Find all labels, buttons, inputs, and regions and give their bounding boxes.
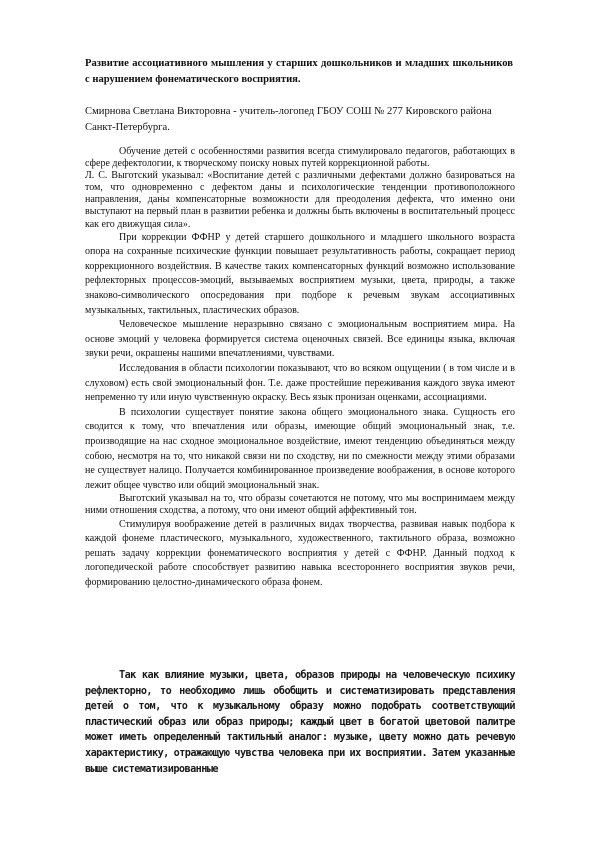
paragraph-continued: Так как влияние музыки, цвета, образов природы на человеческую психику рефлекторно, то необходимо лишь обобщить и систематизировать представления детей о том, что к музыкальному образу можно подобрать соответствующий пластический образ или образ природы; каждый цвет в богатой цветовой палитре может иметь определенный тактильный аналог: музыке, цвету можно дать речевую характеристику, отражающую чувства человека при их восприятии. Затем указанные выше систематизированные bbox=[85, 670, 515, 775]
paragraph: Человеческое мышление неразрывно связано с эмоциональным восприятием мира. На основе эмоций у человека формируется система оценочных связей. Все единицы языка, включая звуки речи, окрашены нашими впечатлениями, чувствами. bbox=[85, 319, 515, 360]
paragraph: При коррекции ФФНР у детей старшего дошкольного и младшего школьного возраста опора на сохранные психические функции повышает результативность работы, сокращает период коррекционного воздействия. В качестве таких компенсаторных функций возможно использование рефлекторных процессов-эмоций, вызываемых восприятием музыки, цвета, природы, а также знаково-символического опосредования при подборе к речевым звукам ассоциативных музыкальных, тактильных, пластических образов. bbox=[85, 231, 515, 316]
paragraph: Исследования в области психологии показывают, что во всяком ощущении ( в том числе и в слуховом) есть свой эмоциональный фон. Т.е. даже простейшие переживания каждого звука имеют непременно ту или иную чувственную окраску. Весь язык пронизан оценками, ассоциациями. bbox=[85, 363, 515, 404]
paragraph: Обучение детей с особенностями развития всегда стимулировало педагогов, работающих в сфере дефектологии, к творческому поиску новых путей коррекционной работы. bbox=[85, 146, 515, 170]
paragraph: Стимулируя воображение детей в различных видах творчества, развивая навык подбора к каждой фонеме пластического, музыкального, художественного, тактильного образа, возможно решать задачу коррекции фонематического восприятия у детей с ФФНР. Данный подход к логопедической работе способствует развитию навыка всестороннего восприятия звуков речи, формированию целостно-динамического образа фонем. bbox=[85, 518, 515, 588]
paragraph: В психологии существует понятие закона общего эмоционального знака. Сущность его сводится к тому, что впечатления или образы, имеющие общий эмоциональный знак, т.е. производящие на нас сходное эмоциональное воздействие, имеют тенденцию объединяться между собою, несмотря на то, что никакой связи ни по сходству, ни по смежности между этими образами не существует налицо. Получается комбинированное произведение воображения, в основе которого лежит общее чувство или общий эмоциональный знак. bbox=[85, 406, 515, 491]
document-body bbox=[85, 146, 515, 591]
paragraph: Л. С. Выготский указывал: «Воспитание детей с различными дефектами должно базироваться на том, что одновременно с дефектом даны и психологические тенденции противоположного направления, даны компенсаторные возможности для преодоления дефекта, что именно они выступают на первый план в развитии ребенка и должны быть включены в воспитательный процесс как его движущая сила». bbox=[85, 170, 515, 230]
author-line: Смирнова Светлана Викторовна - учитель-логопед ГБОУ СОШ № 277 Кировского района Санкт-Петербурга. bbox=[85, 106, 492, 133]
paragraph: Выготский указывал на то, что образы сочетаются не потому, что мы воспринимаем между ними отношения сходства, а потому, что они имеют общий аффективный тон. bbox=[85, 493, 515, 517]
document-title: Развитие ассоциативного мышления у старших дошкольников и младших школьников с нарушением фонематического восприятия. bbox=[85, 58, 513, 85]
